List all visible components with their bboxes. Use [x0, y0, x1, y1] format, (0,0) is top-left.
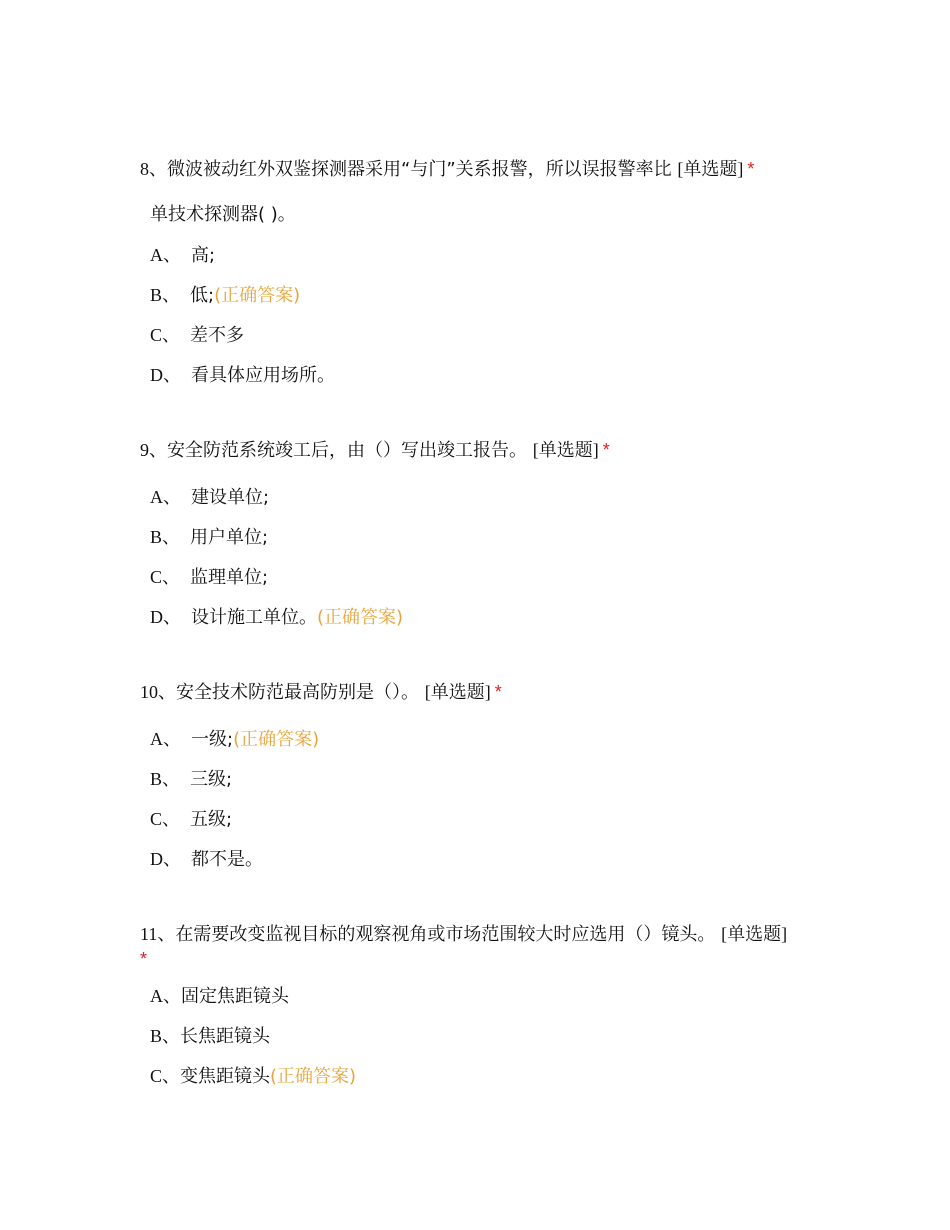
- option-a[interactable]: [140, 477, 820, 517]
- correct-answer-label: (正确答案): [270, 1066, 357, 1087]
- question-continuation: 单技术探测器( )。: [150, 204, 296, 225]
- question-9: [140, 435, 820, 637]
- option-text: 设计施工单位。: [191, 607, 317, 628]
- option-c[interactable]: [140, 557, 820, 597]
- question-type: [单选题]: [532, 440, 599, 460]
- option-letter: C、: [150, 1066, 181, 1086]
- question-11: [140, 919, 820, 1096]
- option-letter: B、: [150, 769, 181, 789]
- option-letter: C、: [150, 809, 181, 829]
- option-text: 监理单位;: [190, 567, 269, 588]
- question-number: 11: [140, 924, 158, 944]
- question-number: 9: [140, 440, 149, 460]
- option-text: 用户单位;: [190, 527, 269, 548]
- option-text: 高;: [191, 245, 216, 266]
- required-mark: *: [494, 682, 502, 702]
- option-b[interactable]: [140, 759, 820, 799]
- option-letter: B、: [150, 527, 181, 547]
- option-text: 低;: [190, 285, 215, 306]
- correct-answer-label: (正确答案): [233, 729, 320, 750]
- option-letter: D、: [150, 365, 181, 385]
- option-letter: D、: [150, 607, 181, 627]
- option-text: 三级;: [190, 769, 233, 790]
- question-type: [单选题]: [424, 682, 491, 702]
- option-letter: C、: [150, 567, 181, 587]
- correct-answer-label: (正确答案): [317, 607, 404, 628]
- option-letter: A、: [150, 245, 181, 265]
- option-text: 差不多: [190, 325, 245, 346]
- option-b[interactable]: [140, 517, 820, 557]
- option-letter: A、: [150, 729, 181, 749]
- option-b[interactable]: [140, 1016, 820, 1056]
- option-list: [140, 976, 820, 1096]
- option-letter: A、: [150, 487, 181, 507]
- option-c[interactable]: [140, 799, 820, 839]
- question-text: 在需要改变监视目标的观察视角或市场范围较大时应选用（）镜头。: [175, 924, 716, 945]
- question-title: [140, 435, 820, 466]
- option-text: 建设单位;: [191, 487, 270, 508]
- option-text: 五级;: [190, 809, 233, 830]
- question-type: [单选题]: [721, 924, 788, 944]
- question-separator: 、: [149, 159, 167, 179]
- option-text: 一级;: [191, 729, 234, 750]
- question-type: [单选题]: [677, 159, 744, 179]
- question-text: 安全技术防范最高防别是（）。: [176, 682, 419, 703]
- question-title: [140, 677, 820, 708]
- option-text: 看具体应用场所。: [191, 365, 335, 386]
- question-8: [140, 154, 820, 395]
- option-text: 都不是。: [191, 849, 263, 870]
- option-list: [140, 477, 820, 637]
- option-c[interactable]: [140, 315, 820, 355]
- question-text: 安全防范系统竣工后，由（）写出竣工报告。: [167, 440, 527, 461]
- required-mark: *: [747, 159, 755, 179]
- option-d[interactable]: [140, 839, 820, 879]
- option-letter: C、: [150, 325, 181, 345]
- option-text: 固定焦距镜头: [181, 986, 289, 1007]
- question-number: 10: [140, 682, 158, 702]
- option-a[interactable]: [140, 719, 820, 759]
- option-a[interactable]: [140, 235, 820, 275]
- option-b[interactable]: [140, 275, 820, 315]
- option-letter: A、: [150, 986, 181, 1006]
- question-10: [140, 677, 820, 879]
- option-list: [140, 719, 820, 879]
- option-d[interactable]: [140, 355, 820, 395]
- option-letter: B、: [150, 1026, 181, 1046]
- option-text: 变焦距镜头: [180, 1066, 271, 1087]
- correct-answer-label: (正确答案): [214, 285, 301, 306]
- option-text: 长焦距镜头: [180, 1026, 271, 1047]
- required-mark: *: [140, 949, 148, 969]
- question-title: [140, 919, 820, 970]
- required-mark: *: [602, 440, 610, 460]
- option-list: [140, 235, 820, 395]
- option-c[interactable]: [140, 1056, 820, 1096]
- option-a[interactable]: [140, 976, 820, 1016]
- option-letter: D、: [150, 849, 181, 869]
- question-separator: 、: [157, 924, 176, 944]
- option-d[interactable]: [140, 597, 820, 637]
- question-number: 8: [140, 159, 149, 179]
- question-text: 微波被动红外双鉴探测器采用“与门”关系报警，所以误报警率比: [167, 159, 672, 180]
- question-separator: 、: [158, 682, 176, 702]
- question-title: [140, 154, 820, 185]
- option-letter: B、: [150, 285, 181, 305]
- question-separator: 、: [149, 440, 167, 460]
